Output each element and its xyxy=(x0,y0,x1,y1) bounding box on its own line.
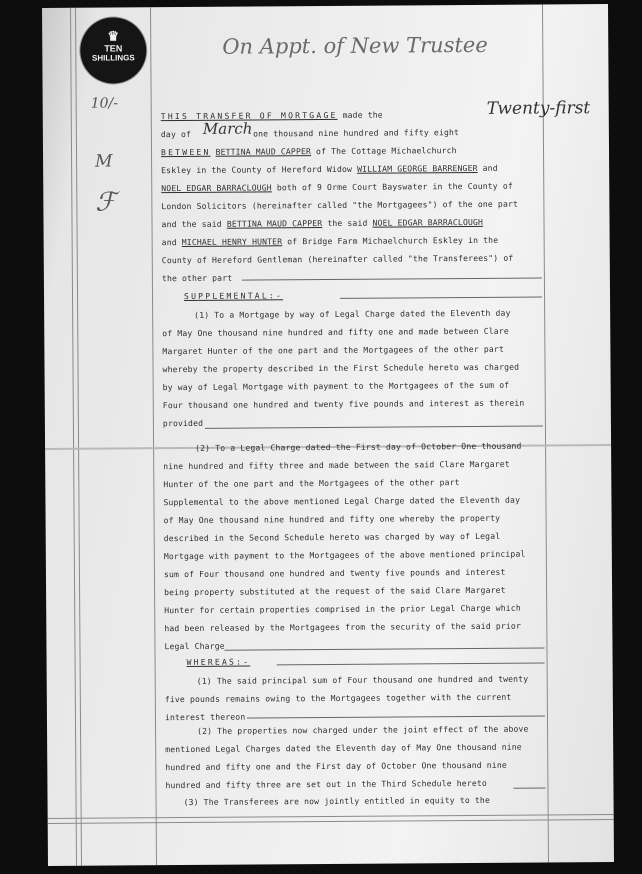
text-margin-rule xyxy=(150,7,157,865)
handwritten-initial: M xyxy=(95,151,113,172)
doc-line-6: London Solicitors (hereinafter called "the Mortgagees") of the one part xyxy=(161,198,519,212)
doc-line-7 xyxy=(161,217,483,229)
handwritten-day: Twenty-first xyxy=(486,98,591,119)
p2-line: Mortgage with payment to the Mortgagees of the above mentioned principal xyxy=(163,548,526,562)
p2-line: Legal Charge xyxy=(164,640,225,652)
p2-line: described in the Second Schedule hereto was charged by way of Legal xyxy=(163,530,501,544)
right-margin-rule xyxy=(542,4,549,862)
whereas-line-3: (3) The Transferees are now jointly entitled in equity to the xyxy=(183,794,490,808)
revenue-stamp xyxy=(82,19,144,81)
p2-line: had been released by the Mortgagees from the security of the said prior xyxy=(164,620,521,634)
p2-line: Supplemental to the above mentioned Legal Charge dated the Eleventh day xyxy=(163,494,521,508)
w1-line: five pounds remains owing to the Mortgagees together with the current xyxy=(164,691,512,705)
w2-line: hundred and fifty three are set out in the Third Schedule hereto xyxy=(165,777,487,791)
w1-line: (1) The said principal sum of Four thousand one hundred and twenty xyxy=(196,673,529,686)
p2-line: nine hundred and fifty three and made between the said Clare Margaret xyxy=(163,458,510,472)
text: the said xyxy=(327,217,368,228)
p1-line: (1) To a Mortgage by way of Legal Charge dated the Eleventh day xyxy=(194,307,511,320)
bottom-rule xyxy=(48,814,614,819)
doc-line-4 xyxy=(161,163,498,175)
doc-line-2 xyxy=(161,127,459,139)
supplemental-heading xyxy=(184,290,283,301)
party-name-michael: MICHAEL HENRY HUNTER xyxy=(181,236,283,248)
party-name-william: WILLIAM GEORGE BARRENGER xyxy=(357,162,478,174)
text: of Bridge Farm Michaelchurch Eskley in the xyxy=(287,234,499,247)
p1-line: of May One thousand nine hundred and fifty one and made between Clare xyxy=(162,325,509,339)
w1-line: interest thereon xyxy=(164,711,246,723)
p2-line: of May One thousand nine hundred and fifty one whereby the property xyxy=(163,512,501,526)
fill-line xyxy=(247,715,545,718)
doc-line-9: County of Hereford Gentleman (hereinafter called "the Transferees") of xyxy=(161,252,514,266)
between-heading: BETWEEN xyxy=(160,146,211,158)
p2-line: Hunter of the one part and the Mortgagees of the other part xyxy=(163,477,460,490)
text: Eskley in the County of Hereford Widow xyxy=(161,163,353,176)
party-name-noel: NOEL EDGAR BARRACLOUGH xyxy=(161,182,272,194)
document-page xyxy=(42,4,614,866)
party-name-bettina-2: BETTINA MAUD CAPPER xyxy=(226,218,323,229)
party-name-bettina: BETTINA MAUD CAPPER xyxy=(215,146,312,157)
stamp-text-shillings: SHILLINGS xyxy=(91,53,135,63)
text: made the xyxy=(342,109,383,120)
fill-line xyxy=(340,296,542,298)
fill-line xyxy=(277,662,545,665)
text: and xyxy=(161,237,177,248)
p2-line: being property substituted at the request of the said Clare Margaret xyxy=(164,584,506,598)
bottom-rule-2 xyxy=(48,819,614,824)
p2-line: Hunter for certain properties comprised in the prior Legal Charge which xyxy=(164,602,521,616)
doc-line-5 xyxy=(161,181,513,193)
handwritten-fee: 10/- xyxy=(90,95,118,112)
doc-line-10: the other part xyxy=(161,272,233,284)
party-name-noel-2: NOEL EDGAR BARRACLOUGH xyxy=(372,216,484,228)
text: and the said xyxy=(161,218,222,230)
p1-line: Margaret Hunter of the one part and the Mortgagees of the other part xyxy=(162,343,504,357)
handwritten-signature: ℱ xyxy=(95,187,116,218)
text: day of xyxy=(160,128,192,140)
text: and xyxy=(482,162,498,173)
supplemental-heading-text: SUPPLEMENTAL:- xyxy=(183,290,284,301)
p2-line: sum of Four thousand one hundred and twenty five pounds and interest xyxy=(163,566,506,580)
whereas-heading xyxy=(187,657,251,667)
crown-icon: ♛ xyxy=(107,28,120,44)
w2-line: mentioned Legal Charges dated the Eleventh day of May One thousand nine xyxy=(165,741,522,755)
fill-line xyxy=(513,787,545,788)
handwritten-month: March xyxy=(202,119,253,138)
fill-line xyxy=(224,647,544,650)
p1-line: Four thousand one hundred and twenty five pounds and interest as therein xyxy=(162,397,525,411)
fill-line xyxy=(205,425,543,428)
doc-line-8 xyxy=(162,235,499,247)
p2-line: (2) To a Legal Charge dated the First day of October One thousand xyxy=(195,440,522,453)
document-title: THIS TRANSFER OF MORTGAGE xyxy=(160,109,338,122)
doc-line-3 xyxy=(161,145,457,157)
handwritten-title: On Appt. of New Trustee xyxy=(222,32,488,59)
text: both of 9 Orme Court Bayswater in the County of xyxy=(276,180,513,193)
whereas-heading-text: WHEREAS:- xyxy=(186,656,251,667)
text: one thousand nine hundred and fifty eight xyxy=(253,127,460,139)
doc-line-1 xyxy=(161,110,383,122)
p1-line: by way of Legal Mortgage with payment to the Mortgagees of the sum of xyxy=(162,379,510,393)
p1-line: whereby the property described in the First Schedule hereto was charged xyxy=(162,361,520,375)
p1-line: provided xyxy=(162,417,204,429)
stamp-text-ten: TEN xyxy=(104,43,123,54)
fill-line xyxy=(242,277,542,280)
w2-line: hundred and fifty one and the First day of October One thousand nine xyxy=(165,759,507,773)
w2-line: (2) The properties now charged under the joint effect of the above xyxy=(197,723,529,736)
text: of The Cottage Michaelchurch xyxy=(315,145,457,157)
